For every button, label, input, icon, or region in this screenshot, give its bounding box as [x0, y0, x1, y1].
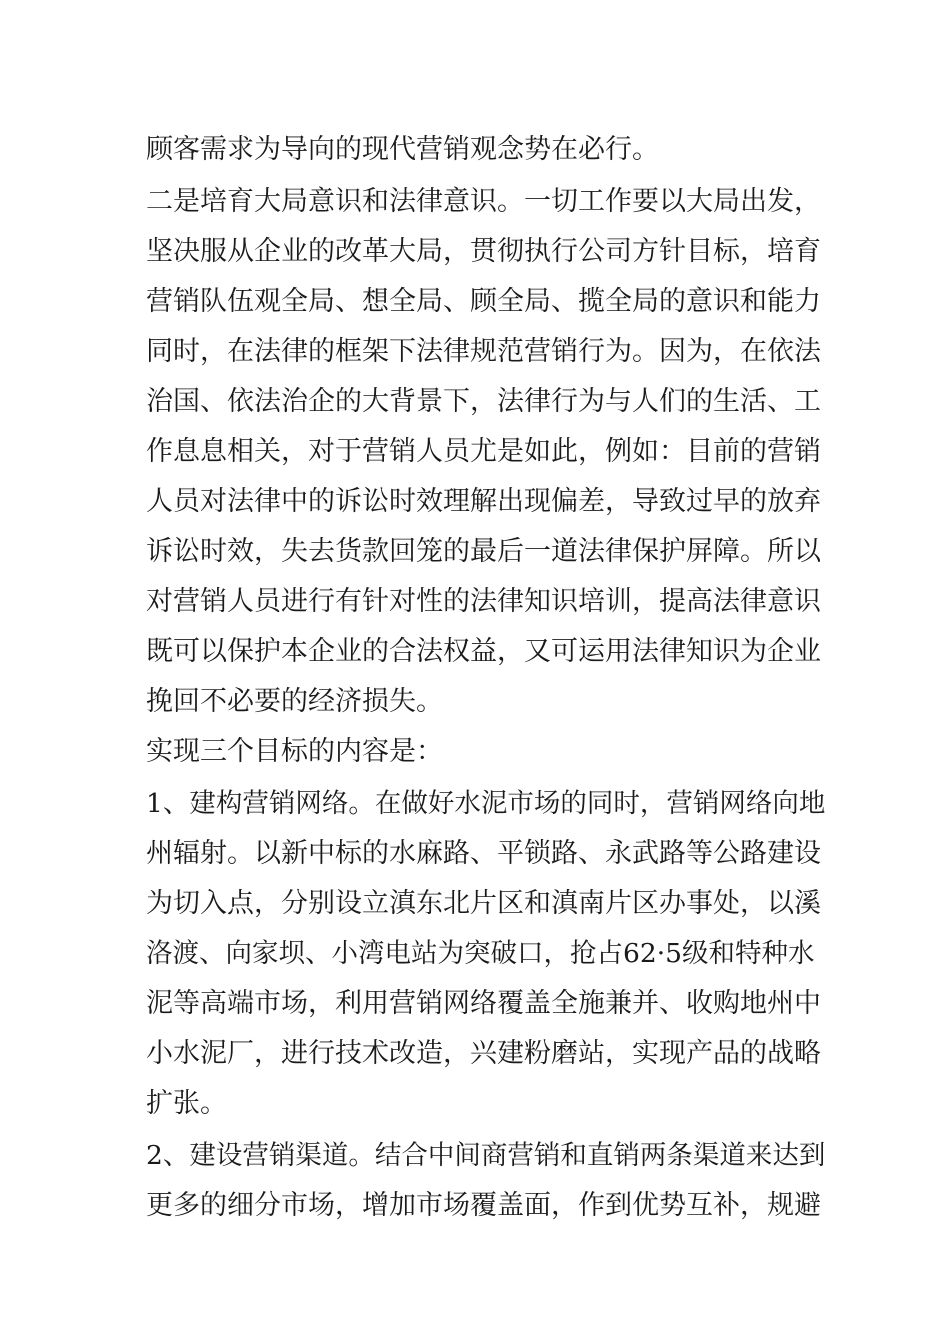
text-line: 营销队伍观全局、想全局、顾全局、揽全局的意识和能力 [146, 286, 821, 317]
text-line: 扩张。 [146, 1088, 227, 1119]
text-line: 1、建构营销网络。在做好水泥市场的同时，营销网络向地 [146, 788, 826, 819]
text-line: 既可以保护本企业的合法权益，又可运用法律知识为企业 [146, 636, 821, 667]
text-line: 州辐射。以新中标的水麻路、平锁路、永武路等公路建设 [146, 838, 821, 869]
text-line: 泥等高端市场，利用营销网络覆盖全施兼并、收购地州中 [146, 988, 821, 1019]
text-line: 同时，在法律的框架下法律规范营销行为。因为，在依法 [146, 336, 821, 367]
text-line: 顾客需求为导向的现代营销观念势在必行。 [146, 134, 659, 165]
text-line: 小水泥厂，进行技术改造，兴建粉磨站，实现产品的战略 [146, 1038, 821, 1069]
text-line: 作息息相关，对于营销人员尤是如此，例如：目前的营销 [146, 436, 821, 467]
text-line: 洛渡、向家坝、小湾电站为突破口，抢占62·5级和特种水 [146, 938, 815, 969]
text-line: 坚决服从企业的改革大局，贯彻执行公司方针目标，培育 [146, 236, 821, 267]
text-line: 更多的细分市场，增加市场覆盖面，作到优势互补，规避 [146, 1190, 821, 1221]
text-line: 治国、依法治企的大背景下，法律行为与人们的生活、工 [146, 386, 821, 417]
text-line: 诉讼时效，失去货款回笼的最后一道法律保护屏障。所以 [146, 536, 821, 567]
text-line: 二是培育大局意识和法律意识。一切工作要以大局出发， [146, 186, 821, 217]
text-line: 2、建设营销渠道。结合中间商营销和直销两条渠道来达到 [146, 1140, 826, 1171]
text-line: 为切入点，分别设立滇东北片区和滇南片区办事处，以溪 [146, 888, 821, 919]
text-line: 实现三个目标的内容是： [146, 736, 443, 767]
text-line: 对营销人员进行有针对性的法律知识培训，提高法律意识 [146, 586, 821, 617]
text-line: 挽回不必要的经济损失。 [146, 686, 443, 717]
text-line: 人员对法律中的诉讼时效理解出现偏差，导致过早的放弃 [146, 486, 821, 517]
